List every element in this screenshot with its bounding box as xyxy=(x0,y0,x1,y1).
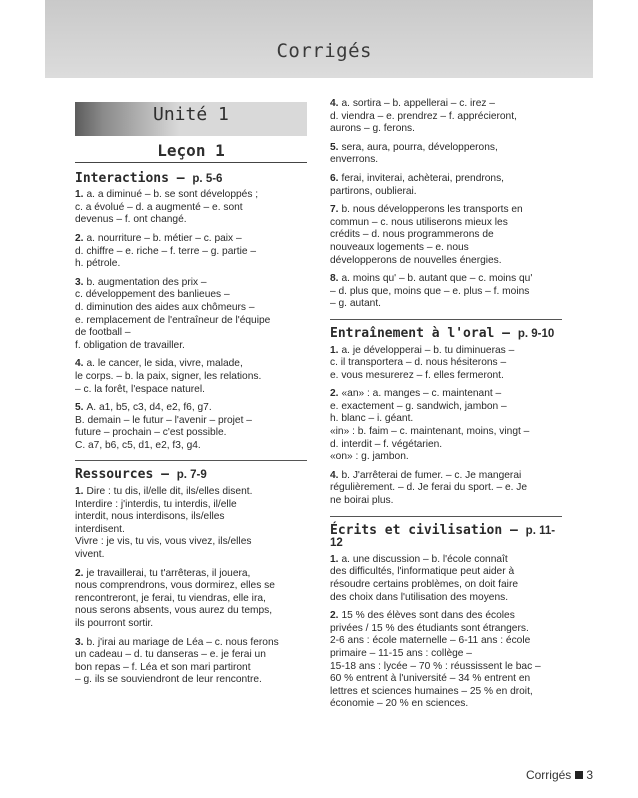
item-number: 1. xyxy=(75,486,84,498)
answer-item xyxy=(330,554,562,604)
item-line: crédits – d. nous programmerons de xyxy=(330,229,494,241)
item-line: a. je développerai – b. tu diminueras – xyxy=(341,344,515,356)
item-line: rencontreront, je ferai, tu viendras, elle ira, xyxy=(75,592,266,604)
item-line: je travaillerai, tu t'arrêteras, il jouera, xyxy=(86,567,251,579)
item-line: b. nous développerons les transports en xyxy=(341,204,523,216)
item-line: 2-6 ans : école maternelle – 6-11 ans : école xyxy=(330,635,531,647)
section-title-ressources xyxy=(75,469,307,482)
item-number: 4. xyxy=(330,469,339,481)
section-title-oral xyxy=(330,325,562,341)
unit-title: Unité 1 xyxy=(153,104,229,125)
section-title-interactions xyxy=(75,170,307,186)
ecrits-list xyxy=(330,554,562,711)
answer-item xyxy=(75,189,307,227)
item-line: b. J'arrêterai de fumer. – c. Je mangerai xyxy=(341,469,522,481)
item-line: vivent. xyxy=(75,549,105,561)
answer-item xyxy=(75,277,307,353)
item-line: un cadeau – d. tu danseras – e. je ferai un xyxy=(75,649,266,661)
item-number: 5. xyxy=(75,402,84,414)
answer-item xyxy=(330,470,562,508)
header-band xyxy=(45,0,593,78)
item-number: 2. xyxy=(75,567,84,579)
item-line: B. demain – le futur – l'avenir – projet – xyxy=(75,414,252,426)
item-line: nous comprendrons, vous dormirez, elles se xyxy=(75,580,275,592)
section-title-text: Entraînement à l'oral – xyxy=(330,325,511,341)
item-line: b. j'irai au mariage de Léa – c. nous ferons xyxy=(86,636,279,648)
item-line: a. sortira – b. appellerai – c. irez – xyxy=(341,98,495,109)
answer-item xyxy=(75,233,307,271)
item-line: «in» : b. faim – c. maintenant, moins, vingt – xyxy=(330,426,530,438)
item-line: h. blanc – i. géant. xyxy=(330,413,414,425)
item-number: 5. xyxy=(330,141,339,153)
answer-item xyxy=(75,358,307,396)
footer-label: Corrigés xyxy=(525,768,572,782)
item-line: commun – c. nous utiliserons mieux les xyxy=(330,216,508,228)
page-footer xyxy=(526,768,593,782)
answer-item xyxy=(75,486,307,562)
lesson-title: Leçon 1 xyxy=(75,136,307,163)
item-line: sera, aura, pourra, développerons, xyxy=(341,141,498,153)
item-line: nous serons absents, vous aurez du temps, xyxy=(75,605,273,617)
answer-item xyxy=(330,345,562,383)
oral-list xyxy=(330,345,562,508)
right-column xyxy=(330,98,562,717)
item-line: interdisent. xyxy=(75,523,125,535)
item-line: ne boirai plus. xyxy=(330,495,394,507)
item-line: économie – 20 % en sciences. xyxy=(330,698,469,710)
item-number: 1. xyxy=(330,553,339,565)
item-line: d. interdit – f. végétarien. xyxy=(330,438,443,450)
item-line: «on» : g. jambon. xyxy=(330,451,409,463)
page-number: 3 xyxy=(586,768,593,782)
item-line: des choix dans l'utilisation des moyens. xyxy=(330,591,509,603)
section-pages: p. 9-10 xyxy=(517,327,555,340)
answer-item xyxy=(75,637,307,687)
item-line: nouveaux logements – e. nous xyxy=(330,241,469,253)
item-line: lettres et sciences humaines – 25 % en droit, xyxy=(330,685,533,697)
answer-item xyxy=(330,173,562,198)
item-line: e. exactement – g. sandwich, jambon – xyxy=(330,400,507,412)
item-line: de football – xyxy=(75,327,131,339)
item-number: 3. xyxy=(75,276,84,288)
item-line: a. moins qu' – b. autant que – c. moins qu' xyxy=(341,273,533,285)
item-line: C. a7, b6, c5, d1, e2, f3, g4. xyxy=(75,439,201,451)
item-line: a. le cancer, le sida, vivre, malade, xyxy=(86,358,243,370)
answer-item xyxy=(75,402,307,452)
page-header-title: Corrigés xyxy=(276,40,372,62)
item-line: bon repas – f. Léa et son mari partiront xyxy=(75,661,251,673)
square-icon xyxy=(575,771,583,779)
item-number: 1. xyxy=(75,189,84,201)
item-line: devenus – f. ont changé. xyxy=(75,214,187,226)
ressources-continued-list xyxy=(330,98,562,311)
item-line: f. obligation de travailler. xyxy=(75,339,185,351)
item-line: résoudre certains problèmes, on doit faire xyxy=(330,579,519,590)
item-number: 4. xyxy=(75,358,84,370)
item-line: – c. la forêt, l'espace naturel. xyxy=(75,383,205,395)
answer-item xyxy=(330,273,562,311)
item-line: d. diminution des aides aux chômeurs – xyxy=(75,301,255,313)
item-number: 8. xyxy=(330,273,339,285)
section-title-text: Écrits et civilisation – xyxy=(330,522,518,538)
item-line: primaire – 11-15 ans : collège – xyxy=(330,647,472,659)
item-number: 2. xyxy=(330,610,339,622)
item-line: Vivre : je vis, tu vis, vous vivez, ils/elles xyxy=(75,536,252,548)
item-line: 15 % des élèves sont dans des écoles xyxy=(341,610,515,622)
item-line: e. remplacement de l'entraîneur de l'équipe xyxy=(75,314,271,326)
item-line: c. il transportera – d. nous hésiterons – xyxy=(330,357,507,369)
divider xyxy=(75,460,307,461)
item-line: privées / 15 % des étudiants sont étrangers. xyxy=(330,622,529,634)
item-line: Interdire : j'interdis, tu interdis, il/elle xyxy=(75,498,237,510)
item-line: ferai, inviterai, achèterai, prendrons, xyxy=(341,172,505,184)
left-column xyxy=(75,98,307,693)
answer-item xyxy=(75,568,307,631)
answer-item xyxy=(330,142,562,167)
answer-item xyxy=(330,388,562,464)
section-pages: p. 7-9 xyxy=(176,469,207,482)
item-line: a. a diminué – b. se sont développés ; xyxy=(86,189,259,201)
item-number: 3. xyxy=(75,636,84,648)
item-line: a. nourriture – b. métier – c. paix – xyxy=(86,232,242,244)
item-number: 4. xyxy=(330,98,339,109)
answer-item xyxy=(330,610,562,711)
item-line: ils pourront sortir. xyxy=(75,618,154,629)
divider xyxy=(330,516,562,517)
item-line: – d. plus que, moins que – e. plus – f. moins xyxy=(330,285,530,297)
item-line: développerons de nouvelles énergies. xyxy=(330,254,502,266)
item-line: enverrons. xyxy=(330,154,379,166)
item-line: future – prochain – c'est possible. xyxy=(75,427,227,439)
unit-banner xyxy=(75,102,307,136)
item-line: des difficultés, l'informatique peut aider à xyxy=(330,566,515,578)
section-title-text: Ressources – xyxy=(75,467,169,483)
item-line: 60 % entrent à l'université – 34 % entrent en xyxy=(330,673,531,685)
item-line: d. chiffre – e. riche – f. terre – g. partie – xyxy=(75,245,257,257)
item-line: régulièrement. – d. Je ferai du sport. – e. Je xyxy=(330,482,528,494)
item-line: b. augmentation des prix – xyxy=(86,276,207,288)
item-line: h. pétrole. xyxy=(75,258,121,270)
answer-item xyxy=(330,98,562,136)
item-line: Dire : tu dis, il/elle dit, ils/elles disent. xyxy=(86,486,253,498)
item-number: 6. xyxy=(330,172,339,184)
item-line: 15-18 ans : lycée – 70 % : réussissent le bac – xyxy=(330,660,541,672)
item-line: A. a1, b5, c3, d4, e2, f6, g7. xyxy=(86,402,212,414)
section-pages: p. 5-6 xyxy=(192,172,223,185)
item-number: 1. xyxy=(330,344,339,356)
item-line: interdit, nous interdisons, ils/elles xyxy=(75,511,225,523)
item-line: e. vous mesurerez – f. elles fermeront. xyxy=(330,369,504,381)
section-title-text: Interactions – xyxy=(75,170,185,186)
ressources-list xyxy=(75,486,307,687)
item-line: le corps. – b. la paix, signer, les relations. xyxy=(75,370,262,382)
item-line: partirons, oublierai. xyxy=(330,185,417,197)
item-line: d. viendra – e. prendrez – f. apprécieront, xyxy=(330,110,517,122)
item-line: aurons – g. ferons. xyxy=(330,123,415,135)
section-pages: p. 11-12 xyxy=(330,524,556,550)
item-line: a. une discussion – b. l'école connaît xyxy=(341,553,508,565)
item-line: c. a évolué – d. a augmenté – e. sont xyxy=(75,201,243,213)
item-number: 2. xyxy=(330,388,339,400)
item-line: «an» : a. manges – c. maintenant – xyxy=(341,388,502,400)
section-title-ecrits xyxy=(330,522,562,550)
item-line: c. développement des banlieues – xyxy=(75,289,230,301)
answer-item xyxy=(330,204,562,267)
interactions-list xyxy=(75,189,307,452)
item-line: – g. ils se souviendront de leur rencontre. xyxy=(75,674,262,686)
item-line: – g. autant. xyxy=(330,298,381,310)
divider xyxy=(330,319,562,320)
item-number: 7. xyxy=(330,204,339,216)
item-number: 2. xyxy=(75,232,84,244)
